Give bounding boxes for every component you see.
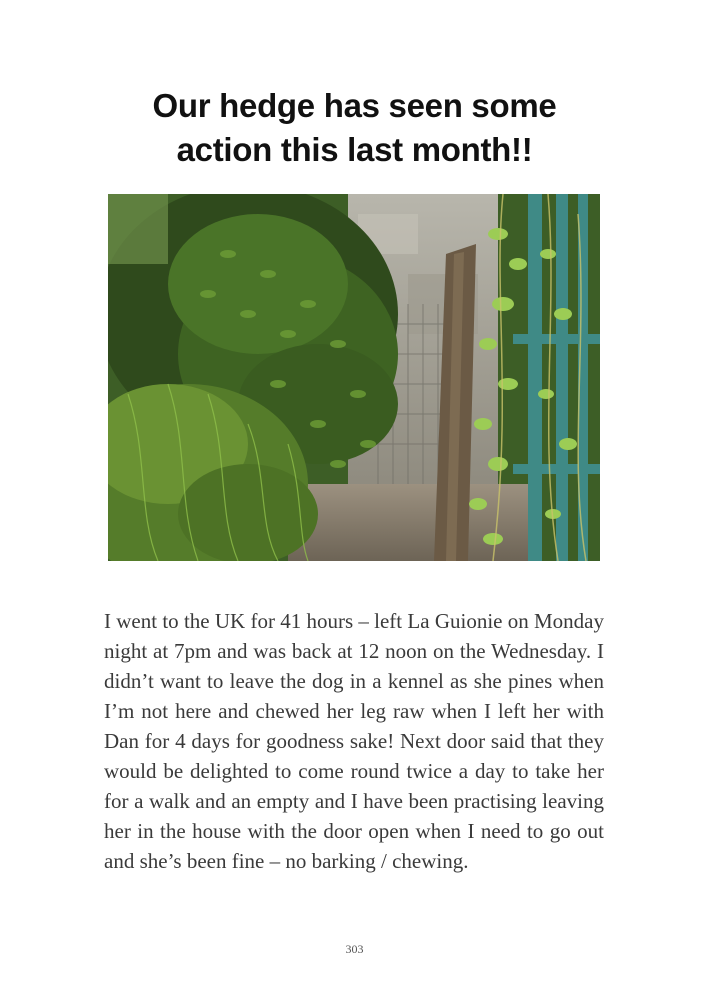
body-paragraph: I went to the UK for 41 hours – left La Guionie on Monday night at 7pm and was back at 12 noon on the Wednesday. I didn’t want to leave the dog in a kennel as she pines when I’m not here and chewed her leg raw when I left her with Dan for 4 days for goodness sake! Next door said that they would be delighted to come round twice a day to take her for a walk and an empty and I have been practising leaving her in the house with the door open when I need to go out and she’s been fine – no barking / chewing.	[104, 609, 604, 873]
page-number: 303	[345, 942, 364, 956]
hedge-photo-illustration	[108, 194, 600, 561]
ground	[288, 484, 528, 561]
page-title	[60, 84, 649, 172]
page-title-line-1: Our hedge has seen some	[152, 87, 557, 124]
hedge-photo	[108, 194, 600, 561]
page-title-line-2: action this last month!!	[176, 131, 533, 168]
